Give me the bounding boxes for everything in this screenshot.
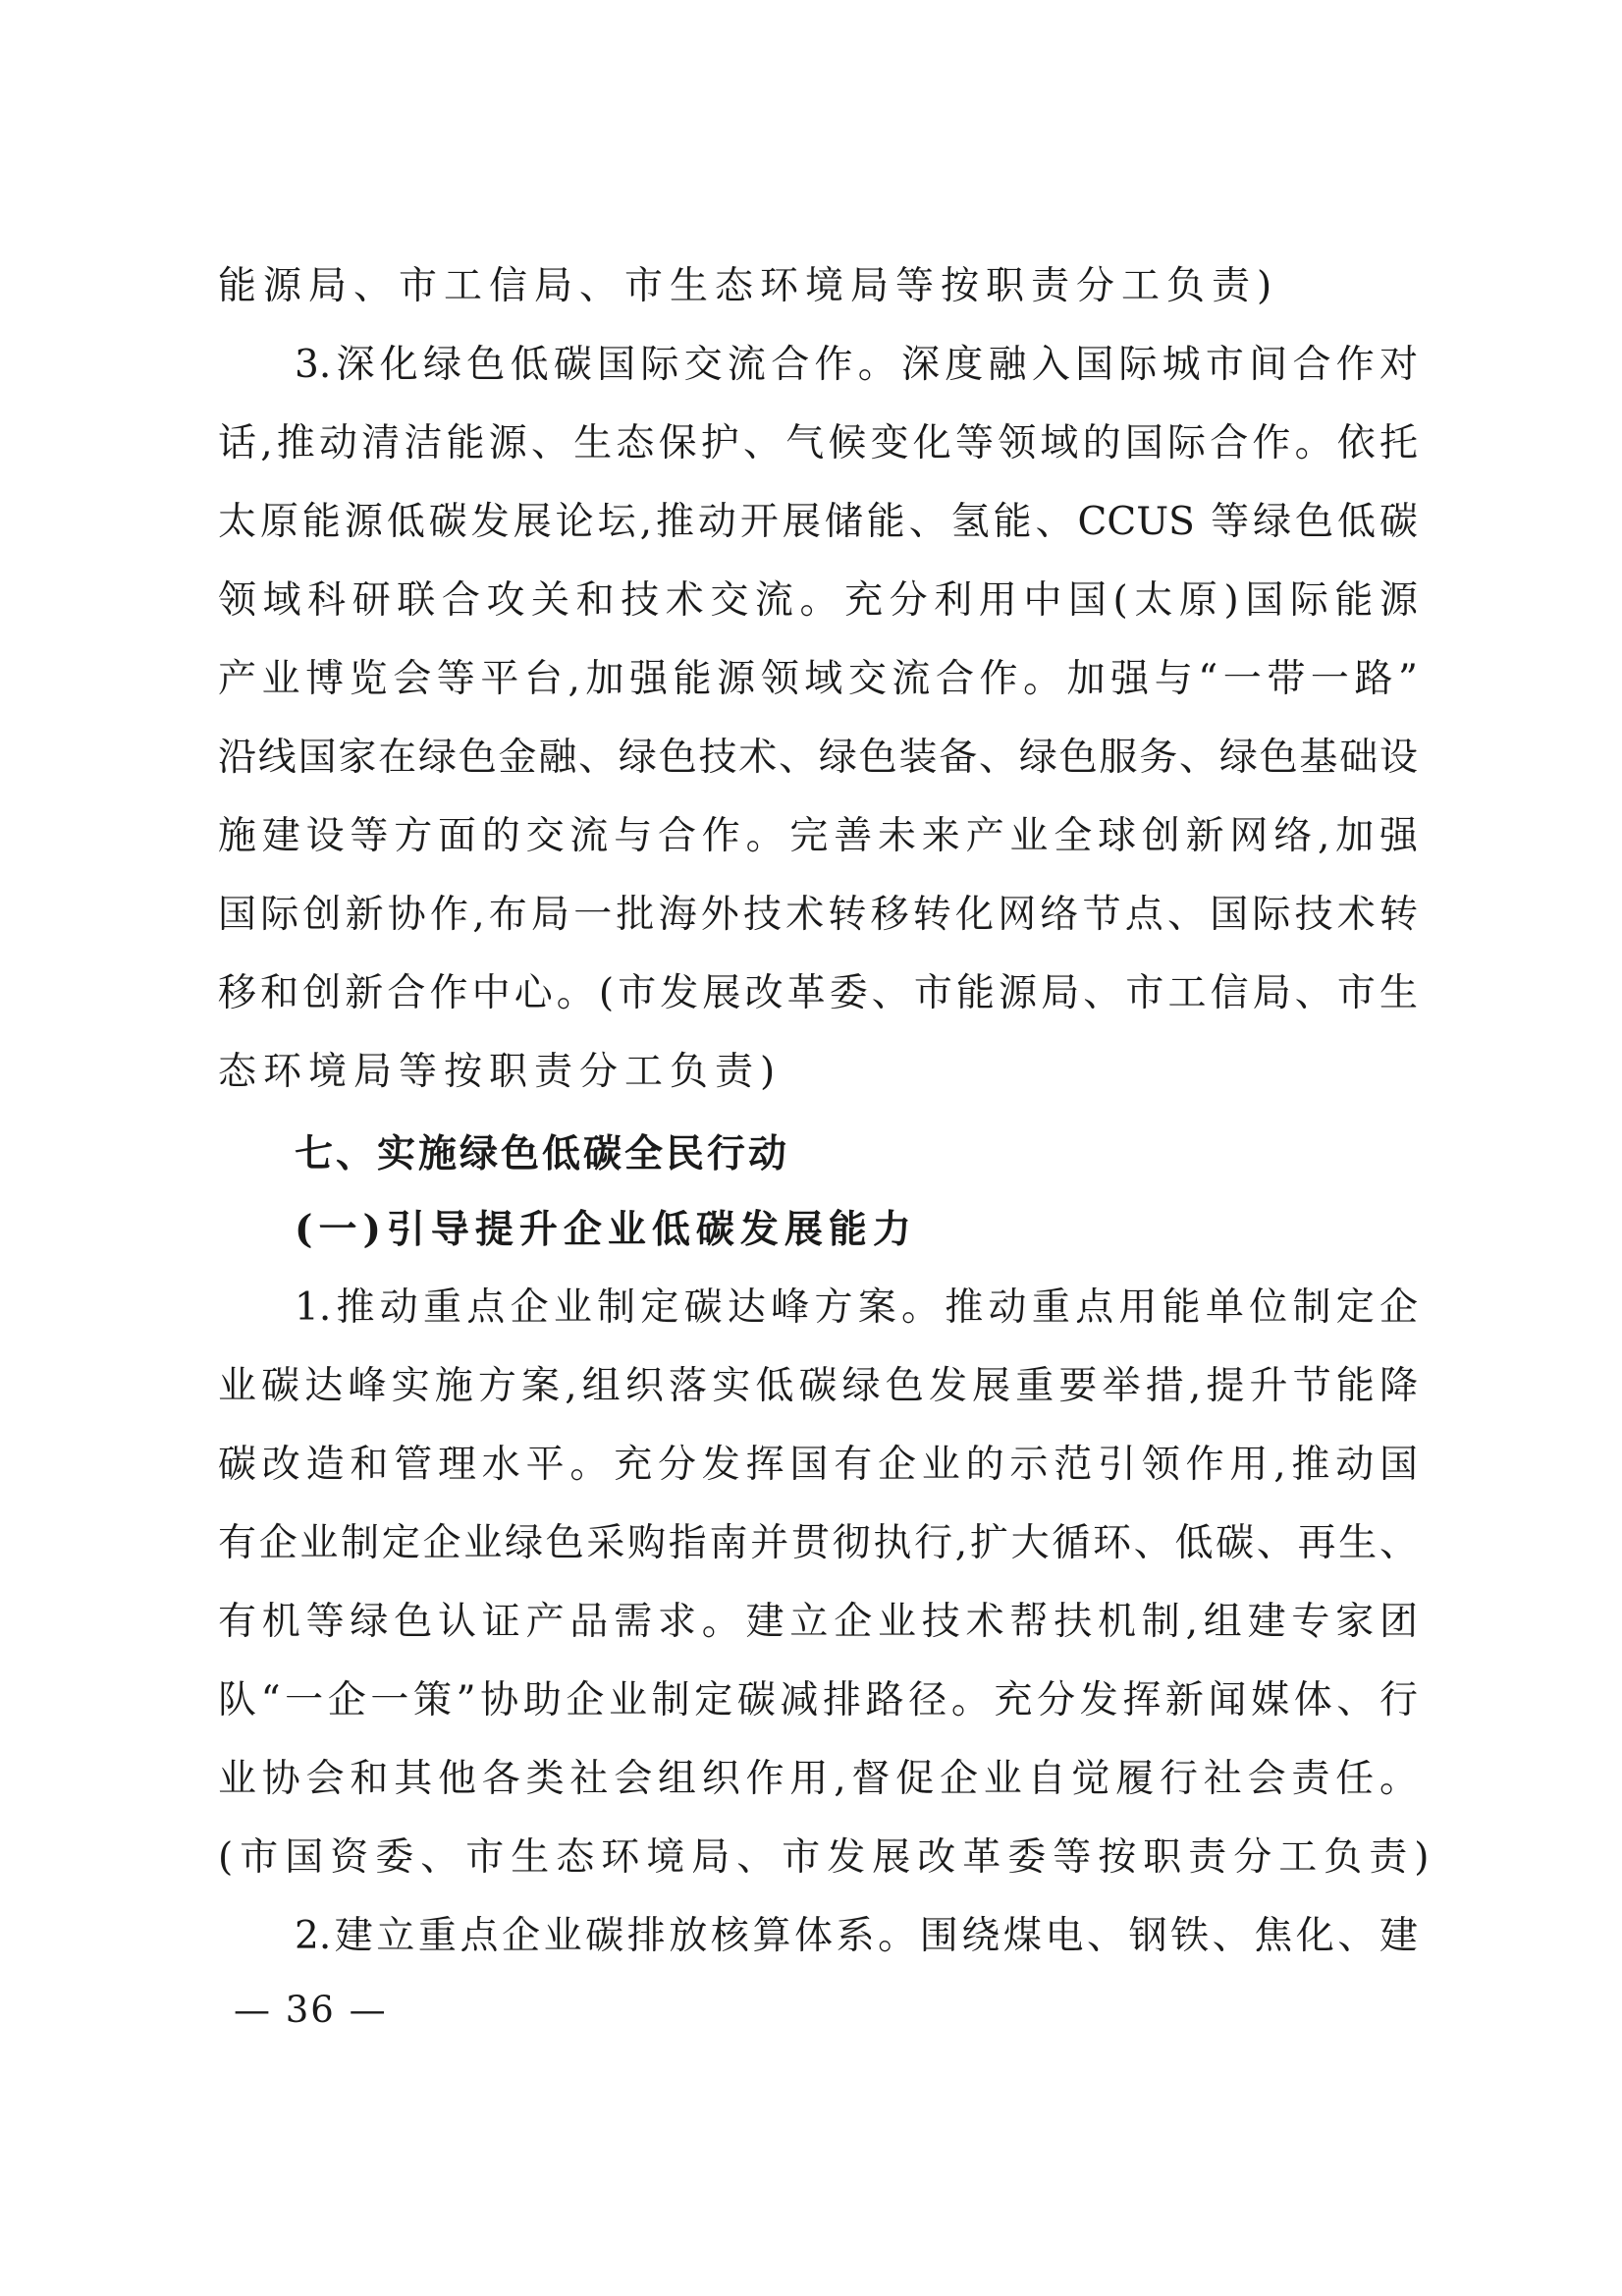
paragraph-line: 太原能源低碳发展论坛,推动开展储能、氢能、CCUS 等绿色低碳 xyxy=(218,500,1418,544)
paragraph-line: 态环境局等按职责分工负责) xyxy=(218,1050,783,1094)
paragraph-line: 业协会和其他各类社会组织作用,督促企业自觉履行社会责任。 xyxy=(218,1757,1418,1801)
paragraph-line: 产业博览会等平台,加强能源领域交流合作。加强与“一带一路” xyxy=(218,657,1418,701)
paragraph-line: 2.建立重点企业碳排放核算体系。围绕煤电、钢铁、焦化、建 xyxy=(295,1914,1418,1958)
subsection-heading: (一)引导提升企业低碳发展能力 xyxy=(295,1207,917,1252)
paragraph-line: 沿线国家在绿色金融、绿色技术、绿色装备、绿色服务、绿色基础设 xyxy=(218,736,1418,780)
paragraph-line: 队“一企一策”协助企业制定碳减排路径。充分发挥新闻媒体、行 xyxy=(218,1678,1418,1722)
paragraph-line: 有机等绿色认证产品需求。建立企业技术帮扶机制,组建专家团 xyxy=(218,1600,1418,1644)
paragraph-line: 施建设等方面的交流与合作。完善未来产业全球创新网络,加强 xyxy=(218,814,1418,858)
section-heading: 七、实施绿色低碳全民行动 xyxy=(295,1132,790,1176)
paragraph-line: (市国资委、市生态环境局、市发展改革委等按职责分工负责) xyxy=(218,1835,1436,1880)
page-number: — 36 — xyxy=(234,1989,388,2031)
paragraph-line: 1.推动重点企业制定碳达峰方案。推动重点用能单位制定企 xyxy=(295,1285,1418,1330)
paragraph-line: 有企业制定企业绿色采购指南并贯彻执行,扩大循环、低碳、再生、 xyxy=(218,1521,1418,1565)
paragraph-line: 话,推动清洁能源、生态保护、气候变化等领域的国际合作。依托 xyxy=(218,421,1418,465)
paragraph-line: 领域科研联合攻关和技术交流。充分利用中国(太原)国际能源 xyxy=(218,578,1418,623)
paragraph-line: 国际创新协作,布局一批海外技术转移转化网络节点、国际技术转 xyxy=(218,893,1418,937)
paragraph-line: 3.深化绿色低碳国际交流合作。深度融入国际城市间合作对 xyxy=(295,343,1418,387)
paragraph-line: 碳改造和管理水平。充分发挥国有企业的示范引领作用,推动国 xyxy=(218,1443,1418,1487)
paragraph-line: 业碳达峰实施方案,组织落实低碳绿色发展重要举措,提升节能降 xyxy=(218,1364,1418,1408)
paragraph-line: 能源局、市工信局、市生态环境局等按职责分工负责) xyxy=(218,264,1279,308)
paragraph-line: 移和创新合作中心。(市发展改革委、市能源局、市工信局、市生 xyxy=(218,971,1418,1015)
